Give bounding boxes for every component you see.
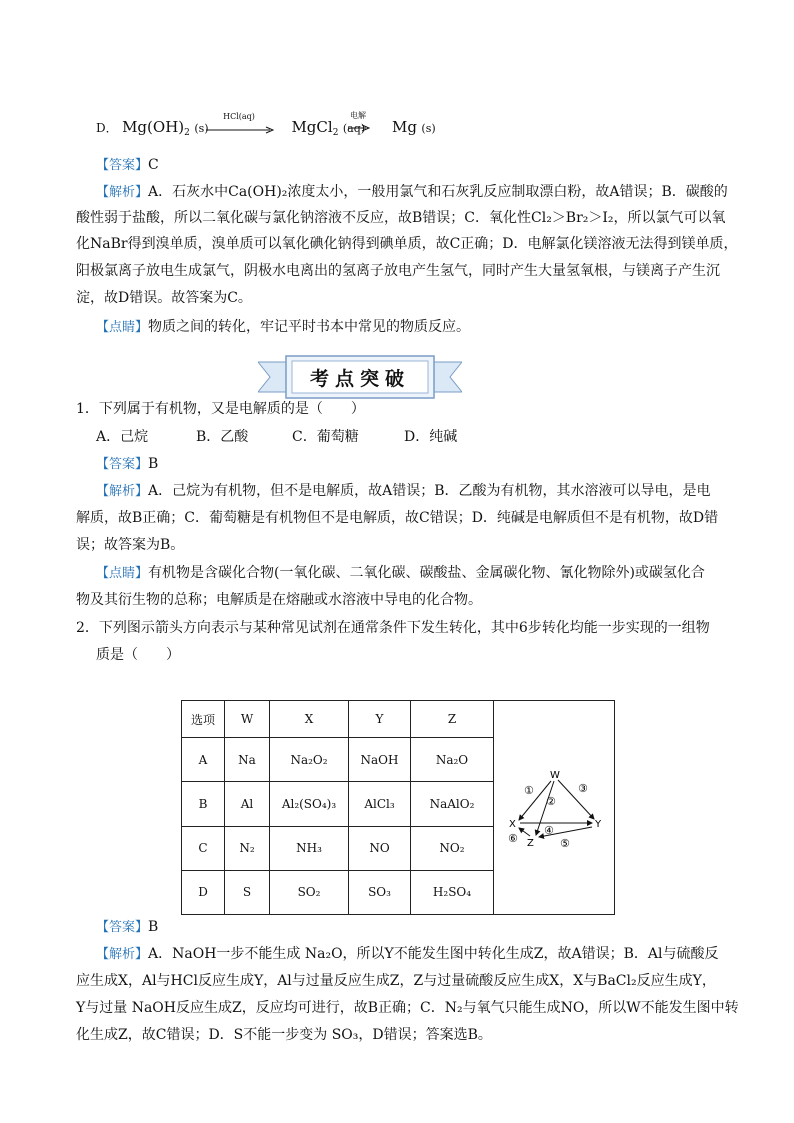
q0-analysis-line-1 (96, 182, 728, 203)
state-2: (aq) (342, 122, 366, 135)
table-cell: NaAlO₂ (411, 782, 494, 826)
q2-analysis-line-1 (96, 944, 719, 965)
table-cell: Na₂O (411, 738, 494, 782)
table-cell: SO₃ (349, 870, 411, 914)
q2-stem-line-1: 2．下列图示箭头方向表示与某种常见试剂在通常条件下发生转化，其中6步转化均能一步实现的一组物 (76, 620, 710, 636)
table-cell: C (182, 826, 225, 870)
step-5-label: ⑤ (560, 837, 570, 850)
q1-analysis-text: A．己烷为有机物，但不是电解质，故A错误；B．乙酸为有机物，其水溶液可以导电，是电 (148, 483, 711, 499)
table-cell: NO (349, 826, 411, 870)
q1-option-c: C．葡萄糖 (292, 429, 359, 445)
q0-answer-tag: 【答案】 (96, 158, 149, 173)
table-cell: A (182, 738, 225, 782)
option-d-formula (96, 111, 436, 142)
arrow-2 (348, 124, 370, 132)
q1-tip-line-1 (96, 563, 705, 584)
state-1: (s) (194, 122, 209, 135)
step-2-label: ② (546, 795, 556, 808)
q0-tip-line (96, 317, 470, 338)
q1-tip-text: 有机物是含碳化合物(一氧化碳、二氧化碳、碳酸盐、金属碳化物、氰化物除外)或碳氢化合 (148, 565, 705, 581)
q2-answer-line (96, 917, 158, 938)
table-cell: B (182, 782, 225, 826)
q2-analysis-text: A．NaOH一步不能生成 Na₂O，所以Y不能发生图中转化生成Z，故A错误；B．Al与硫酸反 (148, 946, 719, 962)
q1-options (96, 426, 496, 446)
intermediate: MgCl (291, 118, 333, 136)
q0-answer-line (96, 155, 159, 176)
q2-answer: B (148, 919, 159, 935)
q1-analysis-line-1 (96, 481, 711, 502)
table-cell: Na (225, 738, 270, 782)
q1-option-d: D．纯碱 (404, 429, 458, 445)
step-4-label: ④ (544, 824, 554, 837)
table-cell: NH₃ (270, 826, 349, 870)
table-header-cell: W (225, 701, 270, 738)
table-header-cell: Y (349, 701, 411, 738)
node-y: Y (595, 819, 602, 830)
table-cell: D (182, 870, 225, 914)
table-header-cell: X (270, 701, 349, 738)
q0-analysis-line-4: 阳极氯离子放电生成氯气，阴极水电离出的氢离子放电产生氢气，同时产生大量氢氧根，与镁离子产生沉 (76, 263, 720, 279)
q0-tip-tag: 【点睛】 (96, 320, 149, 335)
q1-answer-line (96, 454, 158, 475)
table-header-cell: 选项 (182, 701, 225, 738)
q1-stem: 1．下列属于有机物，又是电解质的是（ ） (76, 401, 365, 417)
q1-analysis-line-2: 解质，故B正确；C．葡萄糖是有机物但不是电解质，故C错误；D．纯碱是电解质但不是有机物，故D错 (76, 510, 719, 526)
step-1-label: ① (524, 784, 534, 797)
q1-option-b: B．乙酸 (196, 429, 249, 445)
q0-tip: 物质之间的转化，牢记平时书本中常见的物质反应。 (148, 319, 471, 335)
arrow-1-condition: HCl(aq) (223, 112, 255, 121)
q2-analysis-tag: 【解析】 (96, 947, 149, 962)
node-z: Z (527, 838, 534, 849)
step-3-label: ③ (578, 782, 588, 795)
arrow-2-condition: 电解 (350, 111, 366, 120)
banner-title: 考点突破 (309, 368, 410, 390)
table-cell: Al (225, 782, 270, 826)
table-header-cell: Z (411, 701, 494, 738)
table-cell: S (225, 870, 270, 914)
q0-analysis-text: A．石灰水中Ca(OH)₂浓度太小，一般用氯气和石灰乳反应制取漂白粉，故A错误；B．碳酸的 (148, 184, 728, 200)
node-w: W (550, 770, 560, 781)
q2-stem-line-2: 质是（ ） (96, 647, 180, 663)
q0-analysis-line-3: 化NaBr得到溴单质，溴单质可以氧化碘化钠得到碘单质，故C正确；D．电解氯化镁溶液无法得到镁单质， (76, 236, 738, 252)
section-banner (258, 352, 462, 402)
reactant-sub: 2 (184, 128, 190, 138)
table-cell: NO₂ (411, 826, 494, 870)
q2-options-table (181, 700, 615, 915)
table-cell: N₂ (225, 826, 270, 870)
step-6-label: ⑥ (508, 832, 518, 845)
table-cell: NaOH (349, 738, 411, 782)
table-cell: Na₂O₂ (270, 738, 349, 782)
transformation-diagram-cell (494, 701, 615, 915)
product: Mg (391, 118, 417, 136)
intermediate-sub: 2 (332, 128, 339, 138)
state-3: (s) (421, 122, 436, 135)
q0-analysis-line-5: 淀，故D错误。故答案为C。 (76, 290, 252, 306)
q2-answer-tag: 【答案】 (96, 920, 149, 935)
table-cell: H₂SO₄ (411, 870, 494, 914)
q2-analysis-line-2: 应生成X，Al与HCl反应生成Y，Al与过量反应生成Z，Z与过量硫酸反应生成X，X与BaCl₂反应生成Y， (76, 973, 716, 989)
reactant: Mg(OH) (122, 118, 185, 136)
q0-answer: C (148, 157, 159, 173)
q1-tip-tag: 【点睛】 (96, 566, 149, 581)
q1-answer-tag: 【答案】 (96, 457, 149, 472)
transformation-diagram (494, 701, 614, 911)
node-x: X (509, 819, 516, 830)
option-d-label: D． (96, 121, 118, 135)
q0-analysis-tag: 【解析】 (96, 185, 149, 200)
q1-analysis-line-3: 误；故答案为B。 (76, 537, 185, 553)
q2-analysis-line-3: Y与过量 NaOH反应生成Z，反应均可进行，故B正确；C．N₂与氧气只能生成NO，所以W不能发生图中转 (76, 1000, 739, 1016)
table-cell: SO₂ (270, 870, 349, 914)
arrow-1 (206, 126, 274, 134)
q2-analysis-line-4: 化生成Z，故C错误；D．S不能一步变为 SO₃，D错误；答案选B。 (76, 1027, 492, 1043)
arrow-w-y (558, 780, 594, 819)
q0-analysis-line-2: 酸性弱于盐酸，所以二氧化碳与氯化钠溶液不反应，故B错误；C．氧化性Cl₂＞Br₂＞I₂，所以氯气可以氧 (76, 210, 726, 226)
arrow-z-x (519, 828, 530, 836)
q1-answer: B (148, 456, 159, 472)
table-cell: Al₂(SO₄)₃ (270, 782, 349, 826)
table-cell: AlCl₃ (349, 782, 411, 826)
table-header-row (182, 701, 615, 738)
q1-tip-line-2: 物及其衍生物的总称；电解质是在熔融或水溶液中导电的化合物。 (76, 592, 482, 608)
q1-analysis-tag: 【解析】 (96, 484, 149, 499)
q1-option-a: A．己烷 (96, 429, 149, 445)
